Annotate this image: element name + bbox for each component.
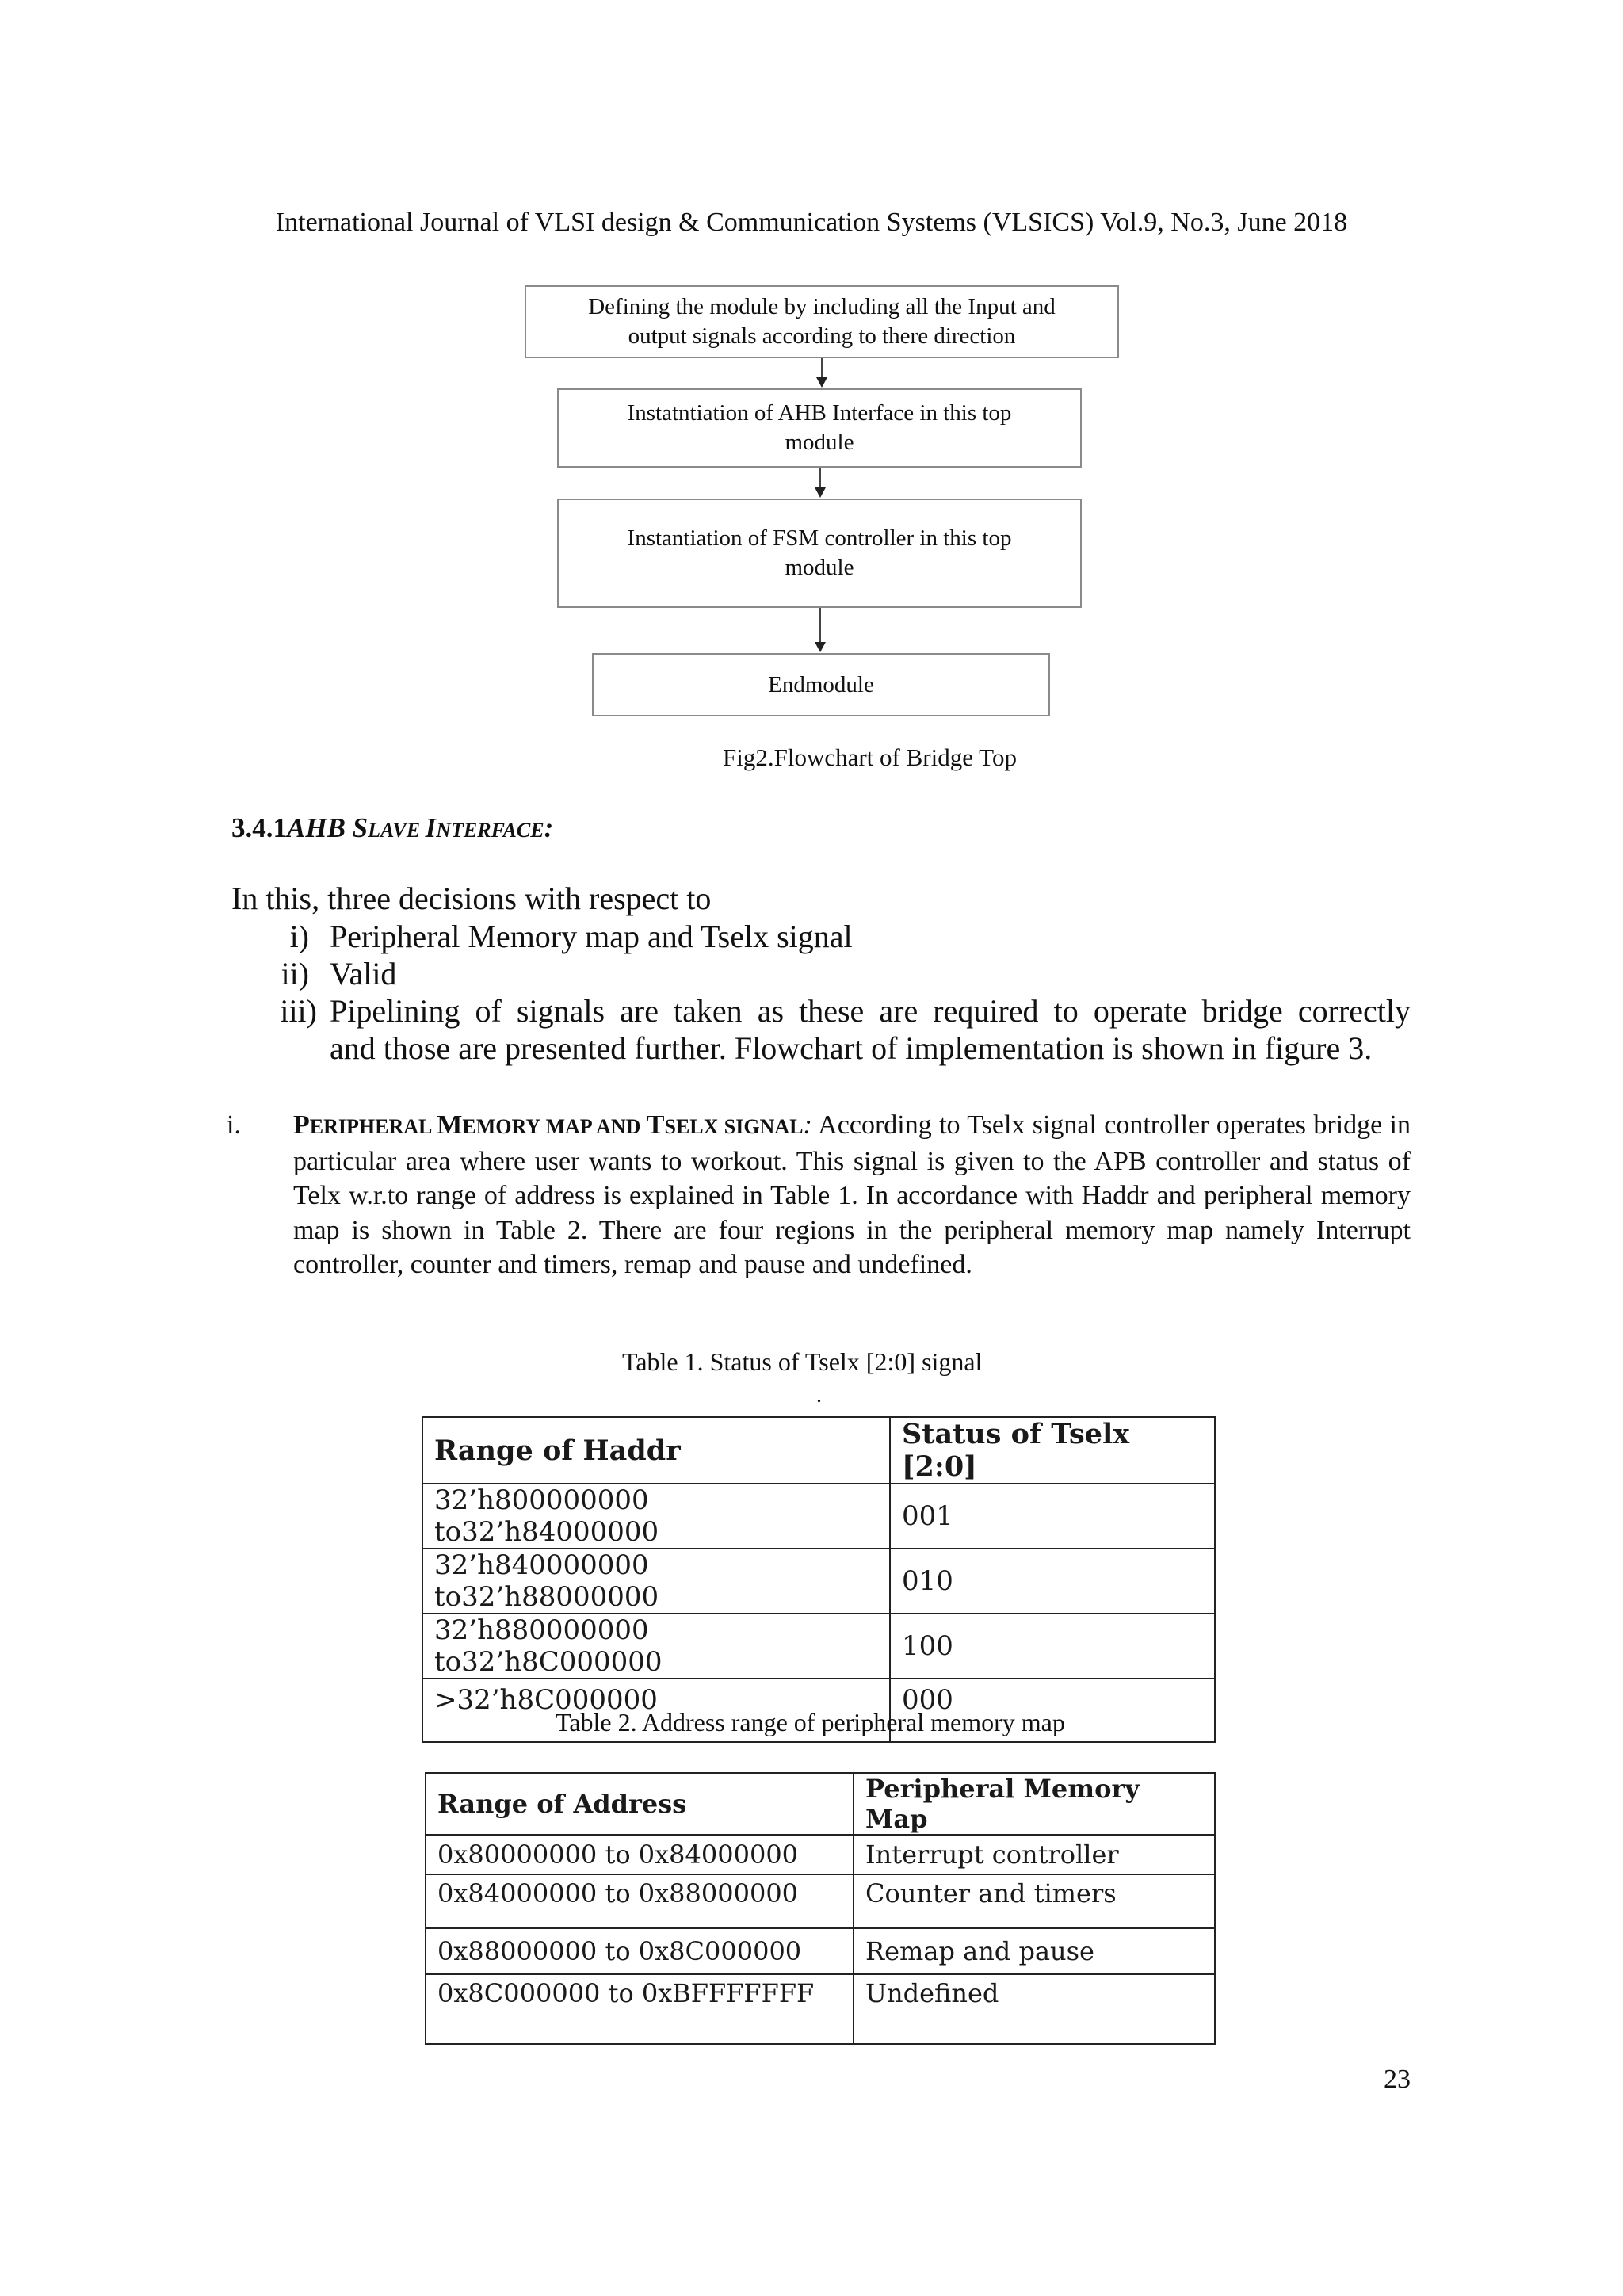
table-cell: Remap and pause (854, 1928, 1215, 1974)
list-number: ii) (281, 956, 309, 991)
lead-part: M (437, 1110, 463, 1140)
table-header-row (422, 1417, 1215, 1484)
subsection-body-text: According to Tselx signal controller operates bridge in particular area where user wants to workout. This signal is given to the APB controller and status of Telx w.r.to range of address is explained in Table 1. In accordance with Haddr and peripheral memory map is shown in Table 2. There are four regions in the peripheral memory map namely Interrupt controller, counter and timers, remap and pause and undefined. (293, 1110, 1411, 1279)
table-header-cell: Range of Address (426, 1773, 854, 1835)
flowchart-box-text: Defining the module by including all the Input and (588, 294, 1056, 319)
list-text: Peripheral Memory map and Tselx signal (330, 919, 853, 954)
table-cell: 32’h800000000 to32’h84000000 (422, 1484, 890, 1549)
flowchart-box-text: module (785, 430, 854, 455)
table-row (422, 1549, 1215, 1614)
flowchart-connector (821, 358, 823, 377)
table-cell: 32’h840000000 to32’h88000000 (422, 1549, 890, 1614)
running-header: International Journal of VLSI design & Communication Systems (VLSICS) Vol.9, No.3, June 2018 (275, 208, 1348, 237)
table-peripheral-memory-map (425, 1772, 1216, 2045)
table-cell: 001 (890, 1484, 1215, 1549)
list-number: iii) (280, 993, 317, 1029)
flowchart-box-define-module (525, 285, 1119, 358)
table-cell: 0x80000000 to 0x84000000 (426, 1835, 854, 1874)
lead-part: EMORY MAP AND (462, 1115, 647, 1138)
table-cell: 100 (890, 1614, 1215, 1679)
flowchart-arrow (815, 487, 826, 498)
flowchart-box-text: Endmodule (768, 671, 874, 697)
table-header-row (426, 1773, 1215, 1835)
table-cell: 010 (890, 1549, 1215, 1614)
table1-caption: Table 1. Status of Tselx [2:0] signal (622, 1347, 983, 1376)
lead-part: P (293, 1110, 310, 1140)
list-text: and those are presented further. Flowchart of implementation is shown in figure 3. (330, 1030, 1373, 1066)
flowchart-box-text: module (785, 555, 854, 580)
list-number: i) (289, 919, 309, 954)
table-cell: 0x88000000 to 0x8C000000 (426, 1928, 854, 1974)
table-row (426, 1874, 1215, 1928)
table2-caption: Table 2. Address range of peripheral memory map (556, 1708, 1065, 1736)
section-title-part: AHB (287, 812, 353, 843)
flowchart-box-endmodule (592, 653, 1050, 716)
section-title-part: : (544, 812, 554, 843)
table-header-cell: Status of Tselx [2:0] (890, 1417, 1215, 1484)
table-cell: 32’h880000000 to32’h8C000000 (422, 1614, 890, 1679)
table-cell: 0x8C000000 to 0xBFFFFFFF (426, 1974, 854, 2044)
table-row (422, 1614, 1215, 1679)
table-row (422, 1484, 1215, 1549)
flowchart-box-ahb-interface (557, 388, 1082, 468)
list-text: Valid (330, 956, 397, 991)
intro-paragraph: In this, three decisions with respect to (231, 881, 712, 916)
table-cell: Interrupt controller (854, 1835, 1215, 1874)
flowchart-box-text: Instantiation of FSM controller in this top (627, 525, 1012, 551)
table1-caption-dot: . (816, 1383, 822, 1408)
lead-part: ERIPHERAL (309, 1115, 437, 1138)
section-number: 3.4.1 (231, 812, 287, 843)
lead-part: SELX SIGNAL (664, 1115, 804, 1138)
section-title-part: I (425, 812, 437, 843)
flowchart-connector (819, 608, 821, 642)
flowchart-arrow (816, 377, 827, 388)
flowchart-box-fsm-controller (557, 499, 1082, 608)
table-cell: 000 (890, 1679, 1215, 1742)
figure-caption: Fig2.Flowchart of Bridge Top (723, 743, 1017, 771)
section-title-part: NTERFACE (436, 819, 544, 842)
list-text: Pipelining of signals are taken as these are required to operate bridge correctly (330, 993, 1411, 1029)
table-cell: Counter and timers (854, 1874, 1215, 1928)
subsection-lead (293, 1110, 812, 1140)
section-heading (231, 812, 553, 844)
table-row (426, 1835, 1215, 1874)
lead-part: T (646, 1110, 665, 1140)
flowchart-arrow (815, 642, 826, 652)
table-cell: 0x84000000 to 0x88000000 (426, 1874, 854, 1928)
flowchart-box-text: output signals according to there direction (628, 323, 1016, 349)
table-row (426, 1974, 1215, 2044)
section-title-part: S (352, 812, 369, 843)
subsection-paragraph (293, 1108, 1411, 1282)
table-tselx-status (422, 1416, 1216, 1743)
flowchart-connector (819, 468, 821, 487)
table-cell: Undefined (854, 1974, 1215, 2044)
flowchart-box-text: Instatntiation of AHB Interface in this top (627, 400, 1012, 426)
table-cell: >32’h8C000000 (422, 1679, 890, 1742)
section-title-part: LAVE (368, 819, 426, 842)
subsection-number: i. (227, 1110, 241, 1140)
table-header-cell: Range of Haddr (422, 1417, 890, 1484)
table-row (426, 1928, 1215, 1974)
lead-part: : (803, 1110, 812, 1140)
page-number: 23 (1384, 2065, 1411, 2094)
table-header-cell: Peripheral Memory Map (854, 1773, 1215, 1835)
